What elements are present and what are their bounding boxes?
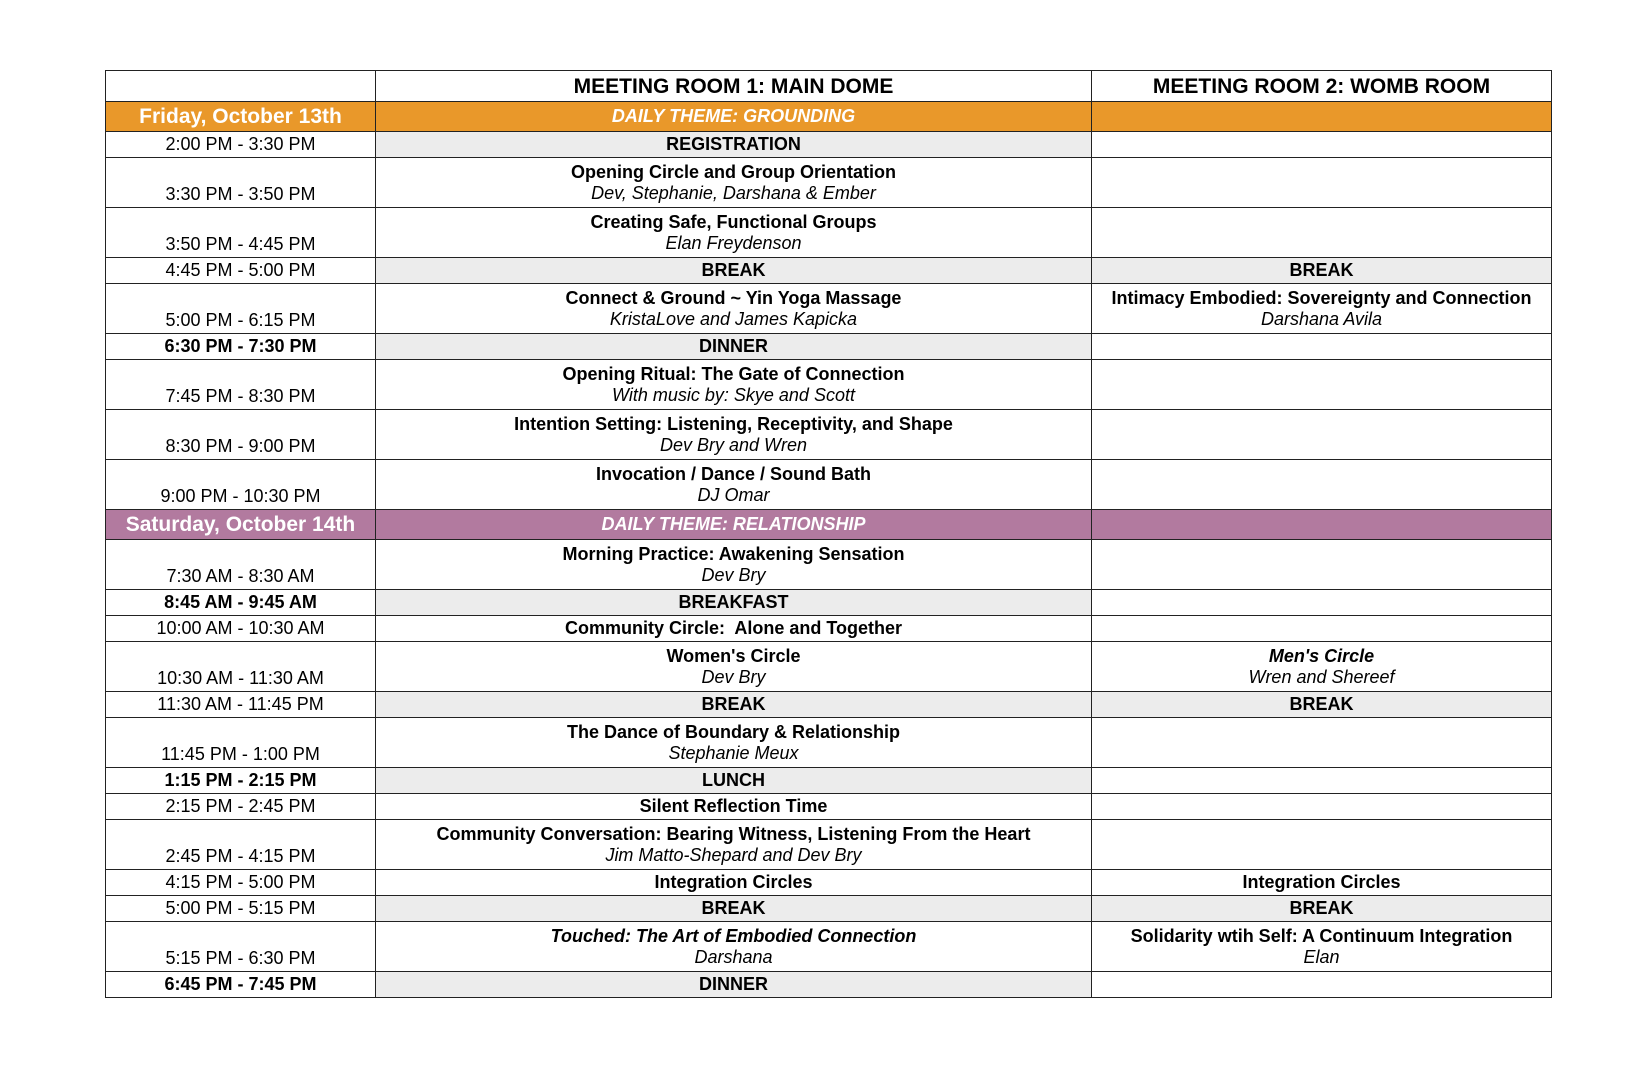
session-title: Intimacy Embodied: Sovereignty and Connection bbox=[1111, 287, 1532, 308]
day-row-saturday bbox=[106, 510, 1552, 540]
time-cell: 2:15 PM - 2:45 PM bbox=[106, 794, 376, 820]
table-row bbox=[106, 540, 1552, 590]
day-row-friday bbox=[106, 102, 1552, 132]
room2-session bbox=[1092, 158, 1552, 208]
session-presenter: Dev Bry bbox=[701, 666, 766, 687]
session-title: BREAK bbox=[701, 260, 766, 280]
table-row bbox=[106, 692, 1552, 718]
time-cell: 3:50 PM - 4:45 PM bbox=[106, 208, 376, 258]
room2-session bbox=[1092, 922, 1552, 972]
room1-session bbox=[376, 616, 1092, 642]
session-title: Community Conversation: Bearing Witness, Listening From the Heart bbox=[436, 823, 1031, 844]
table-row bbox=[106, 718, 1552, 768]
time-cell: 5:00 PM - 6:15 PM bbox=[106, 284, 376, 334]
room1-session bbox=[376, 284, 1092, 334]
time-cell: 3:30 PM - 3:50 PM bbox=[106, 158, 376, 208]
table-row bbox=[106, 794, 1552, 820]
time-cell: 6:30 PM - 7:30 PM bbox=[106, 334, 376, 360]
room2-session bbox=[1092, 870, 1552, 896]
room1-session bbox=[376, 460, 1092, 510]
time-cell: 8:45 AM - 9:45 AM bbox=[106, 590, 376, 616]
table-row bbox=[106, 590, 1552, 616]
room1-session bbox=[376, 208, 1092, 258]
session-presenter: KristaLove and James Kapicka bbox=[609, 308, 858, 329]
time-cell: 10:00 AM - 10:30 AM bbox=[106, 616, 376, 642]
room1-session bbox=[376, 360, 1092, 410]
room1-session bbox=[376, 768, 1092, 794]
room2-session bbox=[1092, 360, 1552, 410]
table-row bbox=[106, 896, 1552, 922]
room1-session bbox=[376, 896, 1092, 922]
room2-session bbox=[1092, 972, 1552, 998]
session-presenter: Jim Matto-Shepard and Dev Bry bbox=[605, 844, 862, 865]
session-title: Community Circle: Alone and Together bbox=[564, 618, 903, 638]
room2-session bbox=[1092, 284, 1552, 334]
room2-session bbox=[1092, 460, 1552, 510]
session-title: Women's Circle bbox=[666, 645, 801, 666]
day-label: Friday, October 13th bbox=[106, 102, 376, 132]
session-presenter: DJ Omar bbox=[697, 484, 770, 505]
session-title: LUNCH bbox=[702, 770, 765, 790]
session-title: BREAK bbox=[701, 694, 766, 714]
table-row bbox=[106, 768, 1552, 794]
session-presenter: Dev, Stephanie, Darshana & Ember bbox=[591, 182, 876, 203]
header-row bbox=[106, 71, 1552, 102]
session-title: Touched: The Art of Embodied Connection bbox=[550, 925, 917, 946]
room2-session bbox=[1092, 794, 1552, 820]
daily-theme: DAILY THEME: RELATIONSHIP bbox=[376, 510, 1092, 540]
room1-session bbox=[376, 718, 1092, 768]
session-title: BREAK bbox=[1289, 260, 1354, 280]
time-cell: 8:30 PM - 9:00 PM bbox=[106, 410, 376, 460]
session-title: Connect & Ground ~ Yin Yoga Massage bbox=[565, 287, 902, 308]
table-row bbox=[106, 922, 1552, 972]
room2-session bbox=[1092, 768, 1552, 794]
table-row bbox=[106, 334, 1552, 360]
room1-session bbox=[376, 972, 1092, 998]
room1-session bbox=[376, 540, 1092, 590]
session-title: Solidarity wtih Self: A Continuum Integration bbox=[1130, 925, 1513, 946]
table-row bbox=[106, 972, 1552, 998]
session-title: Opening Ritual: The Gate of Connection bbox=[562, 363, 905, 384]
time-cell: 4:15 PM - 5:00 PM bbox=[106, 870, 376, 896]
table-row bbox=[106, 460, 1552, 510]
room2-session bbox=[1092, 334, 1552, 360]
time-cell: 11:30 AM - 11:45 PM bbox=[106, 692, 376, 718]
time-cell: 2:45 PM - 4:15 PM bbox=[106, 820, 376, 870]
table-row bbox=[106, 410, 1552, 460]
time-cell: 7:45 PM - 8:30 PM bbox=[106, 360, 376, 410]
room2-session bbox=[1092, 410, 1552, 460]
room1-session bbox=[376, 258, 1092, 284]
session-title: BREAKFAST bbox=[678, 592, 789, 612]
session-title: Opening Circle and Group Orientation bbox=[570, 161, 897, 182]
room2-session bbox=[1092, 616, 1552, 642]
room1-session bbox=[376, 692, 1092, 718]
time-cell: 11:45 PM - 1:00 PM bbox=[106, 718, 376, 768]
room1-session bbox=[376, 334, 1092, 360]
room1-session bbox=[376, 794, 1092, 820]
time-cell: 5:15 PM - 6:30 PM bbox=[106, 922, 376, 972]
session-presenter: Darshana bbox=[694, 946, 773, 967]
room2-session bbox=[1092, 692, 1552, 718]
room2-session bbox=[1092, 718, 1552, 768]
table-row bbox=[106, 208, 1552, 258]
session-presenter: Wren and Shereef bbox=[1248, 666, 1395, 687]
table-row bbox=[106, 360, 1552, 410]
room1-session bbox=[376, 642, 1092, 692]
header-room1: MEETING ROOM 1: MAIN DOME bbox=[376, 71, 1092, 102]
session-title: Integration Circles bbox=[1242, 872, 1401, 892]
room1-session bbox=[376, 410, 1092, 460]
room2-session bbox=[1092, 208, 1552, 258]
room2-session bbox=[1092, 540, 1552, 590]
session-title: BREAK bbox=[1289, 898, 1354, 918]
time-cell: 9:00 PM - 10:30 PM bbox=[106, 460, 376, 510]
room2-session bbox=[1092, 820, 1552, 870]
table-row bbox=[106, 616, 1552, 642]
session-presenter: Dev Bry and Wren bbox=[659, 434, 808, 455]
session-presenter: With music by: Skye and Scott bbox=[612, 384, 855, 405]
time-cell: 2:00 PM - 3:30 PM bbox=[106, 132, 376, 158]
session-presenter: Stephanie Meux bbox=[668, 742, 799, 763]
room1-session bbox=[376, 922, 1092, 972]
room2-session bbox=[1092, 642, 1552, 692]
session-presenter: Elan bbox=[1303, 946, 1340, 967]
session-title: REGISTRATION bbox=[666, 134, 801, 154]
header-room2: MEETING ROOM 2: WOMB ROOM bbox=[1092, 71, 1552, 102]
schedule-table bbox=[105, 70, 1552, 998]
day-row-empty bbox=[1092, 510, 1552, 540]
session-title: DINNER bbox=[698, 974, 768, 994]
session-presenter: Elan Freydenson bbox=[665, 232, 802, 253]
time-cell: 5:00 PM - 5:15 PM bbox=[106, 896, 376, 922]
table-row bbox=[106, 820, 1552, 870]
room2-session bbox=[1092, 132, 1552, 158]
table-row bbox=[106, 284, 1552, 334]
time-cell: 10:30 AM - 11:30 AM bbox=[106, 642, 376, 692]
room2-session bbox=[1092, 590, 1552, 616]
header-time-cell bbox=[106, 71, 376, 102]
room1-session bbox=[376, 590, 1092, 616]
table-row bbox=[106, 258, 1552, 284]
session-title: Men's Circle bbox=[1268, 645, 1375, 666]
session-presenter: Darshana Avila bbox=[1260, 308, 1383, 329]
room1-session bbox=[376, 820, 1092, 870]
time-cell: 6:45 PM - 7:45 PM bbox=[106, 972, 376, 998]
session-title: Integration Circles bbox=[654, 872, 813, 892]
room2-session bbox=[1092, 896, 1552, 922]
session-title: BREAK bbox=[701, 898, 766, 918]
table-row bbox=[106, 158, 1552, 208]
session-title: Invocation / Dance / Sound Bath bbox=[595, 463, 872, 484]
session-title: Creating Safe, Functional Groups bbox=[590, 211, 877, 232]
table-row bbox=[106, 870, 1552, 896]
session-title: Morning Practice: Awakening Sensation bbox=[562, 543, 905, 564]
daily-theme: DAILY THEME: GROUNDING bbox=[376, 102, 1092, 132]
room1-session bbox=[376, 870, 1092, 896]
session-title: The Dance of Boundary & Relationship bbox=[566, 721, 901, 742]
session-title: BREAK bbox=[1289, 694, 1354, 714]
time-cell: 7:30 AM - 8:30 AM bbox=[106, 540, 376, 590]
day-row-empty bbox=[1092, 102, 1552, 132]
session-title: Intention Setting: Listening, Receptivity, and Shape bbox=[514, 413, 953, 434]
table-row bbox=[106, 642, 1552, 692]
room2-session bbox=[1092, 258, 1552, 284]
room1-session bbox=[376, 158, 1092, 208]
time-cell: 4:45 PM - 5:00 PM bbox=[106, 258, 376, 284]
table-row bbox=[106, 132, 1552, 158]
day-label: Saturday, October 14th bbox=[106, 510, 376, 540]
session-title: Silent Reflection Time bbox=[639, 796, 828, 816]
room1-session bbox=[376, 132, 1092, 158]
session-presenter: Dev Bry bbox=[701, 564, 766, 585]
time-cell: 1:15 PM - 2:15 PM bbox=[106, 768, 376, 794]
session-title: DINNER bbox=[698, 336, 768, 356]
